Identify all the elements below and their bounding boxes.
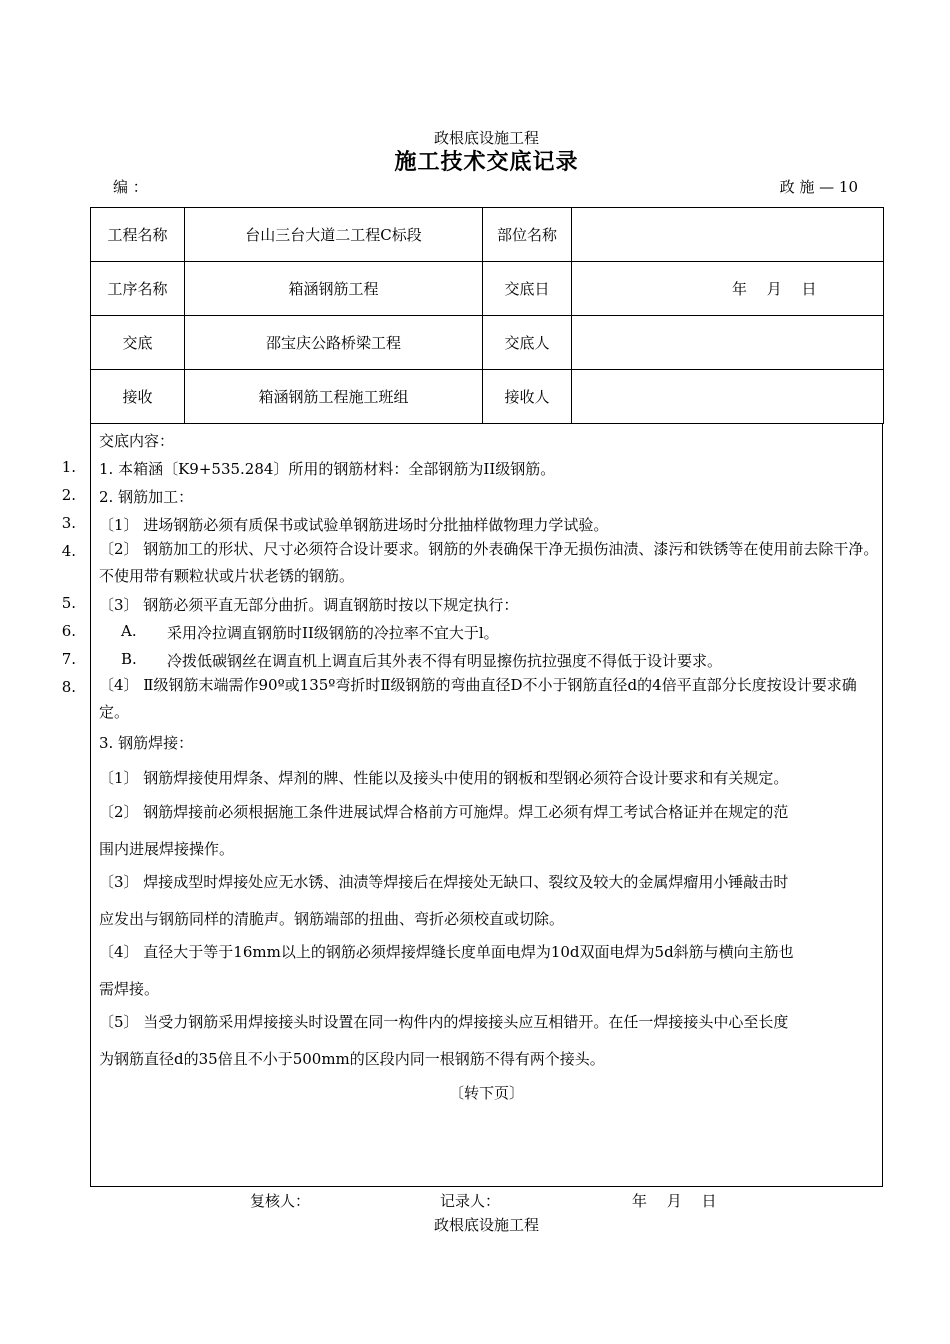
footer-date: 年 月 日	[632, 1192, 717, 1210]
table-row	[91, 262, 884, 316]
line-number: 5.	[61, 594, 76, 612]
line-number: 4.	[61, 542, 76, 560]
reviewer-label: 复核人：	[250, 1192, 311, 1210]
receive-unit: 箱涵钢筋工程施工班组	[185, 370, 483, 424]
handover-person-value	[572, 316, 884, 370]
line-number: 6.	[61, 622, 76, 640]
info-table	[90, 207, 884, 424]
receive-label: 接收	[91, 370, 185, 424]
content-box	[90, 424, 883, 1187]
content-heading: 交底内容：	[99, 432, 175, 450]
item-3-5-cont: 为钢筋直径d的35倍且不小于500mm的区段内同一根钢筋不得有两个接头。	[99, 1050, 605, 1068]
item-2-3-b: 冷拨低碳钢丝在调直机上调直后其外表不得有明显擦伤抗拉强度不得低于设计要求。	[167, 652, 723, 670]
process-name-value: 箱涵钢筋工程	[185, 262, 483, 316]
table-row	[91, 370, 884, 424]
line-number: 2.	[61, 486, 76, 504]
handover-person-label: 交底人	[483, 316, 572, 370]
project-name-value: 台山三台大道二工程C标段	[185, 208, 483, 262]
date-value: 年 月 日	[572, 262, 884, 316]
item-3-2: 〔2〕 钢筋焊接前必须根据施工条件进展试焊合格前方可施焊。焊工必须有焊工考试合格证并在规定的范	[99, 803, 789, 821]
part-name-value	[572, 208, 884, 262]
date-label: 交底日	[483, 262, 572, 316]
footer-org: 政根底设施工程	[433, 1216, 539, 1234]
item-2-3-a: 采用冷拉调直钢筋时II级钢筋的冷拉率不宜大于l。	[167, 624, 499, 642]
table-row	[91, 208, 884, 262]
item-2-3-a-label: A.	[121, 622, 137, 640]
item-3-4: 〔4〕 直径大于等于16mm以上的钢筋必须焊接焊缝长度单面电焊为10d双面电焊为5d斜筋与横向主筋也	[99, 943, 794, 961]
handover-unit: 邵宝庆公路桥梁工程	[185, 316, 483, 370]
receive-person-label: 接收人	[483, 370, 572, 424]
item-2-1: 〔1〕 进场钢筋必须有质保书或试验单钢筋进场时分批抽样做物理力学试验。	[99, 516, 609, 534]
handover-label: 交底	[91, 316, 185, 370]
process-name-label: 工序名称	[91, 262, 185, 316]
item-3-4-cont: 需焊接。	[99, 980, 160, 998]
item-3-5: 〔5〕 当受力钢筋采用焊接接头时设置在同一构件内的焊接接头应互相错开。在任一焊接接头中心至长度	[99, 1013, 789, 1031]
editor-label: 编 ：	[113, 178, 148, 196]
item-3-2-cont: 围内进展焊接操作。	[99, 840, 235, 858]
line-number: 1.	[61, 458, 76, 476]
table-row	[91, 316, 884, 370]
form-code: 政 施 — 10	[779, 178, 858, 196]
item-2-3: 〔3〕 钢筋必须平直无部分曲折。调直钢筋时按以下规定执行：	[99, 596, 519, 614]
recorder-label: 记录人：	[440, 1192, 501, 1210]
item-3: 3. 钢筋焊接：	[99, 734, 194, 752]
page-title: 施工技术交底记录	[394, 149, 579, 175]
item-2: 2. 钢筋加工：	[99, 488, 194, 506]
item-3-1: 〔1〕 钢筋焊接使用焊条、焊剂的牌、性能以及接头中使用的钢板和型钢必须符合设计要求和有关规定。	[99, 769, 789, 787]
line-number: 8.	[61, 678, 76, 696]
line-number: 3.	[61, 514, 76, 532]
continue-note: 〔转下页〕	[448, 1084, 524, 1102]
item-1: 1. 本箱涵〔K9+535.284〕所用的钢筋材料：全部钢筋为II级钢筋。	[99, 460, 556, 478]
item-3-3-cont: 应发出与钢筋同样的清脆声。钢筋端部的扭曲、弯折必须校直或切除。	[99, 910, 565, 928]
receive-person-value	[572, 370, 884, 424]
item-2-2: 〔2〕 钢筋加工的形状、尺寸必须符合设计要求。钢筋的外表确保干净无损伤油渍、漆污和铁锈等在使用前去除干净。不使用带有颗粒状或片状老锈的钢筋。	[99, 540, 879, 585]
item-2-3-b-label: B.	[121, 650, 137, 668]
part-name-label: 部位名称	[483, 208, 572, 262]
item-3-3: 〔3〕 焊接成型时焊接处应无水锈、油渍等焊接后在焊接处无缺口、裂纹及较大的金属焊瘤用小锤敲击时	[99, 873, 789, 891]
org-header: 政根底设施工程	[433, 129, 539, 147]
project-name-label: 工程名称	[91, 208, 185, 262]
line-number: 7.	[61, 650, 76, 668]
item-2-4: 〔4〕 Ⅱ级钢筋末端需作90º或135º弯折时Ⅱ级钢筋的弯曲直径D不小于钢筋直径d的4倍平直部分长度按设计要求确定。	[99, 676, 857, 721]
